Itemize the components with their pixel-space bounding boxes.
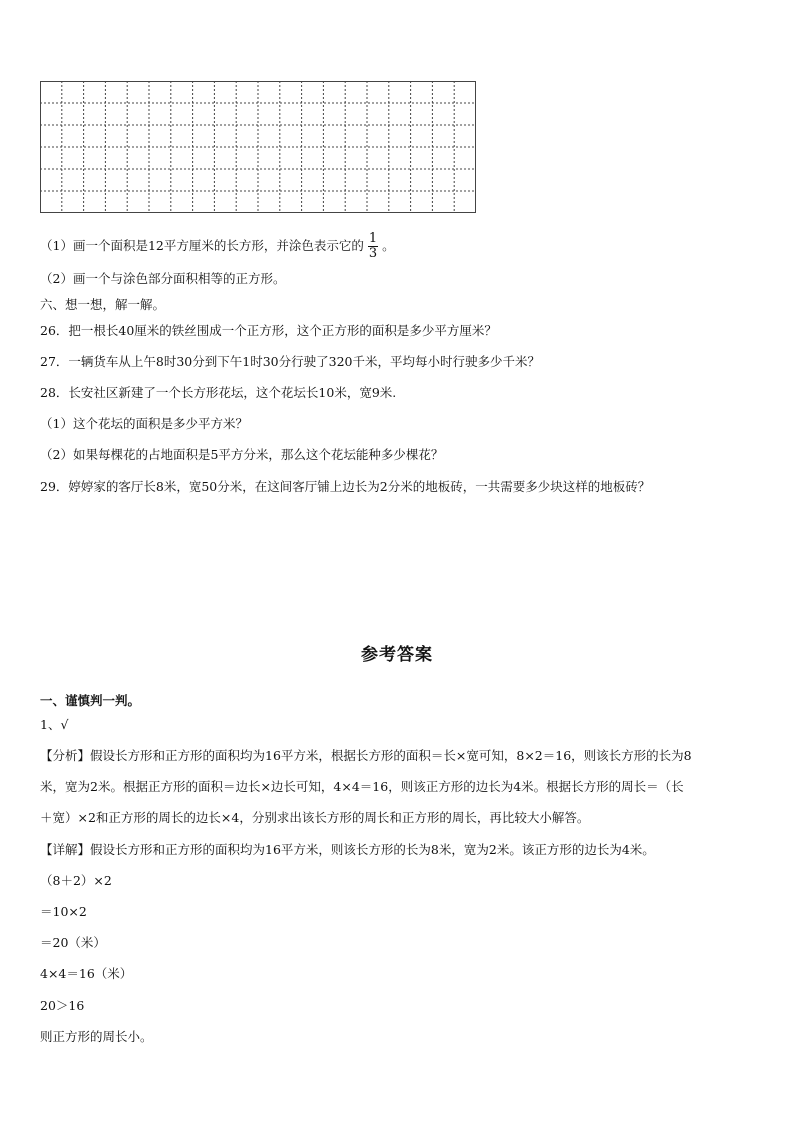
conclusion-line: 则正方形的周长小。 (40, 1029, 153, 1044)
question-27: 27．一辆货车从上午8时30分到下午1时30分行驶了320千米，平均每小时行驶多少千米？ (40, 354, 540, 369)
grid-lines (40, 81, 476, 213)
question-28-part2: （2）如果每棵花的占地面积是5平方分米，那么这个花坛能种多少棵花？ (40, 447, 444, 462)
analysis-line-3: ＋宽）×2和正方形的周长的边长×4，分别求出该长方形的周长和正方形的周长，再比较大小解答。 (40, 810, 590, 825)
q25-part1-end: 。 (382, 238, 395, 253)
q25-part1-text: （1）画一个面积是12平方厘米的长方形，并涂色表示它的 (40, 238, 364, 253)
q25-part2: （2）画一个与涂色部分面积相等的正方形。 (40, 271, 286, 286)
analysis-line-1: 【分析】假设长方形和正方形的面积均为16平方米，根据长方形的面积＝长×宽可知，8×2＝16，则该长方形的长为8 (40, 748, 692, 763)
calc-line-2: ＝10×2 (40, 904, 87, 919)
analysis-line-2: 米，宽为2米。根据正方形的面积＝边长×边长可知，4×4＝16，则该正方形的边长为4米。根据长方形的周长＝（长 (40, 779, 684, 794)
answers-section1-heading: 一、谨慎判一判。 (40, 693, 141, 708)
question-29: 29．婷婷家的客厅长8米，宽50分米，在这间客厅铺上边长为2分米的地板砖，一共需要多少块这样的地板砖？ (40, 479, 651, 494)
question-26: 26．把一根长40厘米的铁丝围成一个正方形，这个正方形的面积是多少平方厘米？ (40, 323, 497, 338)
one-third-fraction (368, 232, 378, 261)
detail-line: 【详解】假设长方形和正方形的面积均为16平方米，则该长方形的长为8米，宽为2米。该正方形的边长为4米。 (40, 842, 655, 857)
calc-line-1: （8＋2）×2 (40, 873, 112, 888)
question-28: 28．长安社区新建了一个长方形花坛，这个花坛长10米，宽9米. (40, 385, 397, 400)
calc-line-3: ＝20（米） (40, 935, 106, 950)
section6-title: 六、想一想，解一解。 (40, 297, 166, 312)
answers-title: 参考答案 (361, 645, 433, 665)
fraction-denominator: 3 (368, 246, 378, 261)
answer-item-1: 1、√ (40, 717, 69, 732)
question-28-part1: （1）这个花坛的面积是多少平方米？ (40, 416, 248, 431)
fraction-numerator: 1 (368, 231, 378, 246)
calc-line-5: 20＞16 (40, 998, 85, 1013)
drawing-grid (40, 81, 476, 213)
calc-line-4: 4×4＝16（米） (40, 966, 133, 981)
q25-part1 (40, 232, 395, 261)
